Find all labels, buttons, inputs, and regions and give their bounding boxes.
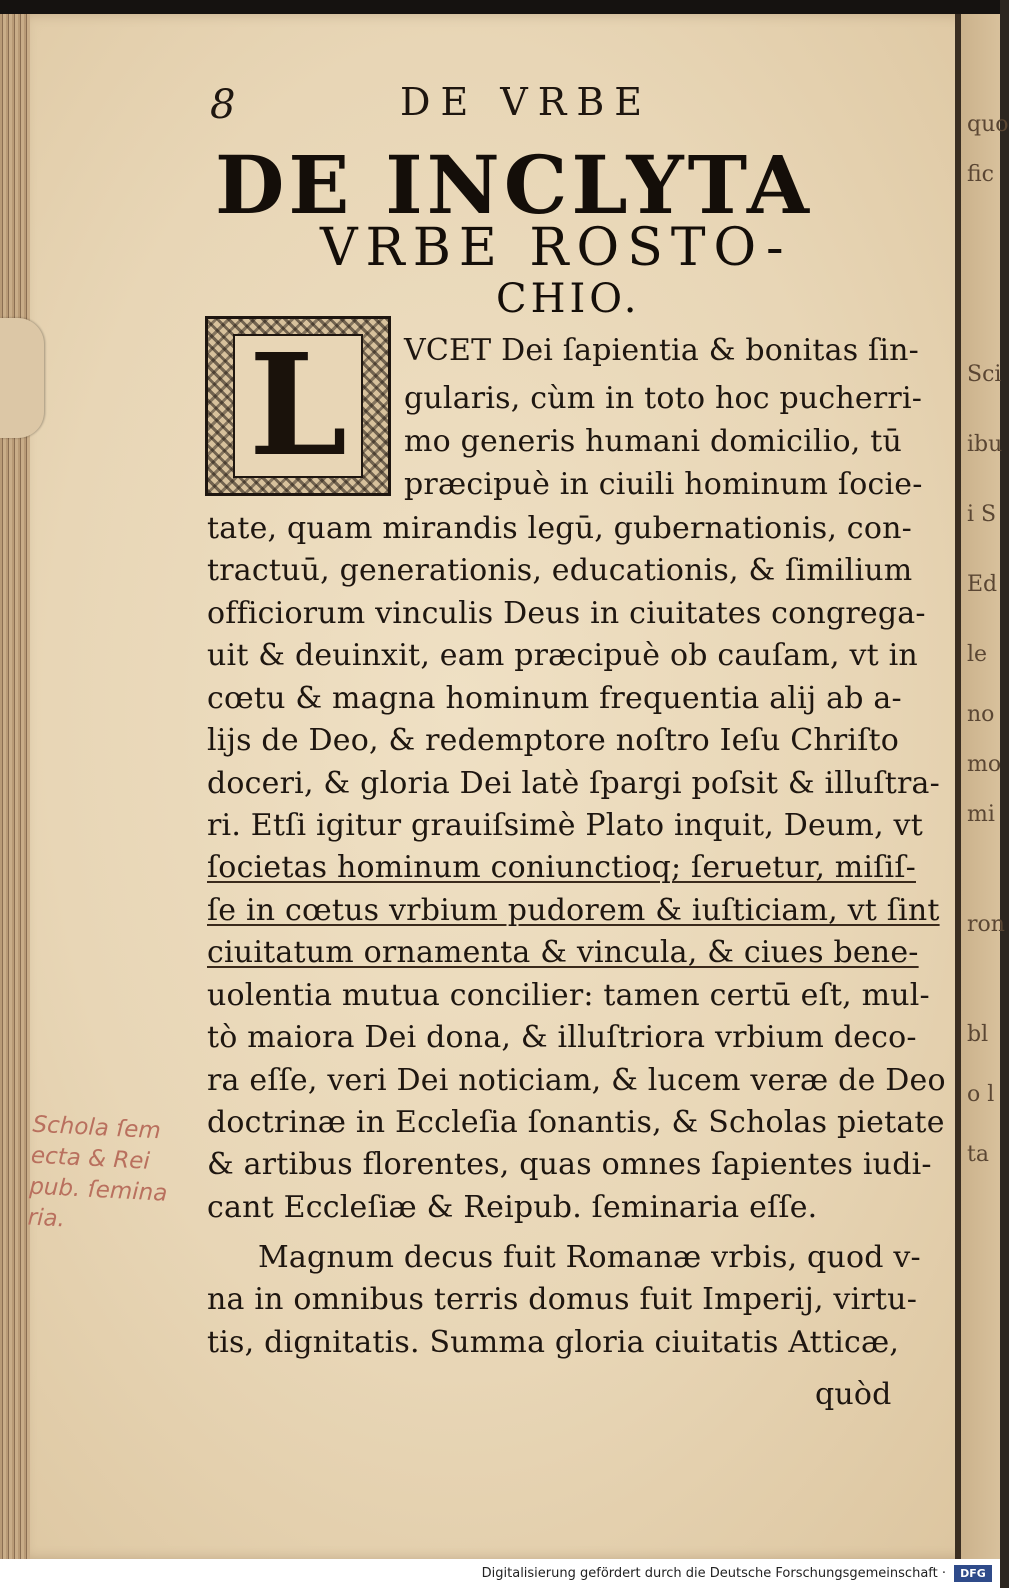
initial-letter: L	[233, 334, 363, 478]
catchword: quòd	[815, 1377, 892, 1412]
body-line: mo generis humani domicilio, tū	[404, 424, 902, 459]
bleed-text: Ed	[967, 572, 998, 597]
bleed-text: quo	[967, 112, 1009, 137]
body-line: præcipuè in ciuili hominum ſocie-	[404, 467, 923, 502]
body-line: tractuū, generationis, educationis, & ſimilium	[207, 553, 913, 588]
bleed-text: i S	[967, 502, 997, 527]
bleed-text: ta	[967, 1142, 989, 1167]
chapter-title-line-3: CHIO.	[496, 276, 641, 322]
handwritten-margin-note	[27, 1110, 203, 1243]
body-line: cœtu & magna hominum frequentia alij ab a-	[207, 681, 902, 716]
body-line: doceri, & gloria Dei latè ſpargi poſsit & illuſtra-	[207, 766, 940, 801]
body-line: uit & deuinxit, eam præcipuè ob cauſam, vt in	[207, 638, 918, 673]
body-line: tò maiora Dei dona, & illuſtriora vrbium deco-	[207, 1020, 917, 1055]
bleed-text: Sci	[967, 362, 1002, 387]
body-line: lijs de Deo, & redemptore noſtro Ieſu Chriſto	[207, 723, 900, 758]
body-line: tate, quam mirandis legū, gubernationis, con-	[207, 511, 912, 546]
body-line: ri. Etſi igitur grauiſsimè Plato inquit, Deum, vt	[207, 808, 923, 843]
bleed-text: ibu	[967, 432, 1003, 457]
running-head: DE VRBE	[400, 80, 653, 124]
scan-border-top	[0, 0, 1000, 14]
footer-credit: Digitalisierung gefördert durch die Deutsche Forschungsgemeinschaft ·	[481, 1566, 946, 1581]
bleed-text: mo	[967, 752, 1002, 777]
margin-note-line: ecta & Rei	[30, 1142, 151, 1175]
page-number: 8	[210, 82, 236, 128]
body-line: doctrinæ in Eccleſia ſonantis, & Scholas pietate	[207, 1105, 945, 1140]
body-line: Magnum decus fuit Romanæ vrbis, quod v-	[258, 1240, 921, 1275]
bleed-text: o l	[967, 1082, 995, 1107]
bleed-text: fic	[967, 162, 994, 187]
dfg-logo-icon: DFG	[954, 1565, 992, 1582]
bleed-text: bl	[967, 1022, 989, 1047]
bleed-text: ron	[967, 912, 1005, 937]
bleed-text: no	[967, 702, 995, 727]
body-line-underlined: ſocietas hominum coniunctioq; ſeruetur, miſiſ-	[207, 850, 916, 885]
body-line: uolentia mutua concilier: tamen certū eſt, mul-	[207, 978, 930, 1013]
body-line: officiorum vinculis Deus in ciuitates congrega-	[207, 596, 926, 631]
margin-note-line: ria.	[27, 1204, 66, 1233]
body-line: & artibus florentes, quas omnes ſapientes iudi-	[207, 1147, 932, 1182]
bleed-text: le	[967, 642, 988, 667]
decorated-initial	[205, 316, 391, 496]
margin-note-line: Schola ſem	[31, 1111, 162, 1145]
page-tab	[0, 318, 44, 438]
body-line-underlined: ſe in cœtus vrbium pudorem & iuſticiam, vt ſint	[207, 893, 940, 928]
digitization-footer	[0, 1559, 1000, 1588]
next-page-strip	[955, 14, 1009, 1559]
body-line: cant Eccleſiæ & Reipub. ſeminaria eſſe.	[207, 1190, 818, 1225]
body-line: VCET Dei ſapientia & bonitas ſin-	[404, 333, 919, 368]
bleed-text: mi	[967, 802, 995, 827]
chapter-title-line-2: VRBE ROSTO-	[320, 218, 792, 278]
chapter-title-line-1: DE INCLYTA	[215, 138, 813, 232]
body-line: gularis, cùm in toto hoc pucherri-	[404, 381, 923, 416]
body-line: ra eſſe, veri Dei noticiam, & lucem veræ de Deo	[207, 1063, 946, 1098]
body-line-underlined: ciuitatum ornamenta & vincula, & ciues bene-	[207, 935, 919, 970]
margin-note-line: pub. ſemina	[28, 1173, 168, 1207]
body-line: tis, dignitatis. Summa gloria ciuitatis Atticæ,	[207, 1325, 900, 1360]
body-line: na in omnibus terris domus fuit Imperij, virtu-	[207, 1282, 918, 1317]
